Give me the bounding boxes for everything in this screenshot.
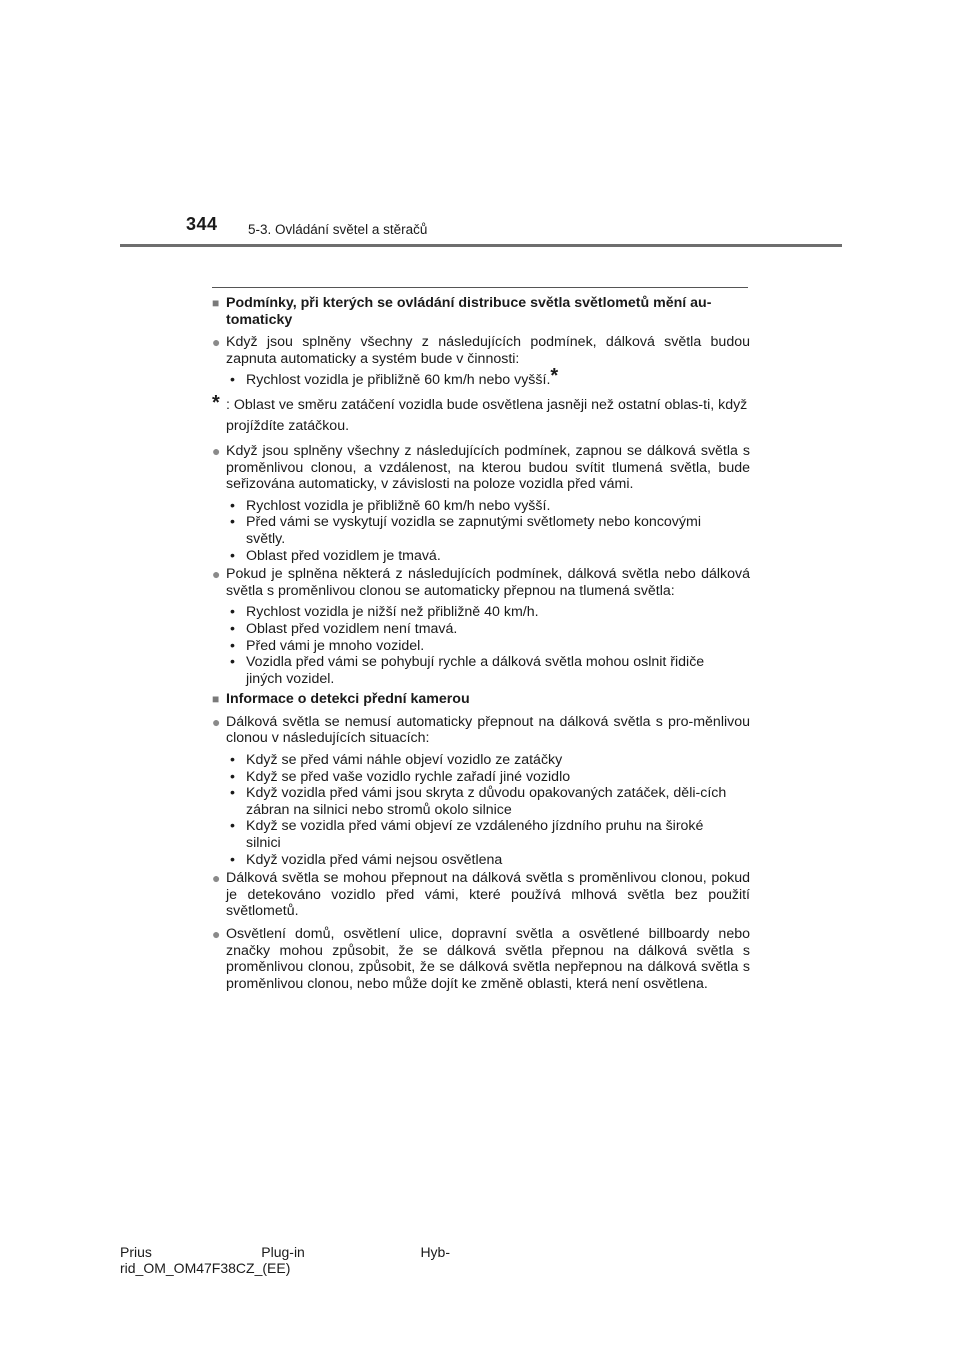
- circle-bullet-icon: ●: [212, 870, 221, 887]
- circle-bullet-icon: ●: [212, 442, 221, 459]
- list-item: [226, 548, 750, 565]
- list-item-text: Rychlost vozidla je přibližně 60 km/h nebo vyšší.: [246, 372, 551, 389]
- content-top-rule: [212, 287, 748, 288]
- bullet-list: [226, 365, 750, 389]
- bullet-dot-icon: •: [230, 637, 235, 654]
- circle-bullet-icon: ●: [212, 566, 221, 583]
- list-item: [226, 785, 750, 818]
- bullet-dot-icon: •: [230, 768, 235, 785]
- paragraph: [212, 870, 750, 920]
- list-item: [226, 514, 750, 547]
- page-number: 344: [186, 214, 218, 234]
- bullet-dot-icon: •: [230, 547, 235, 564]
- circle-bullet-icon: ●: [212, 926, 221, 942]
- list-item-text: Vozidla před vámi se pohybují rychle a dálková světla mohou oslnit řidiče jiných vozidel.: [246, 654, 705, 687]
- section-heading-text: Podmínky, při kterých se ovládání distribuce světla světlometů mění au-tomaticky: [226, 295, 712, 328]
- paragraph: [212, 566, 750, 599]
- paragraph-text: Když jsou splněny všechny z následujících podmínek, zapnou se dálková světla s proměnlivou clonou, a vzdálenost, na kterou budou svítit tlumená světla, bude seřizována automaticky, v závislosti na poloze vozidla před vámi.: [226, 442, 750, 493]
- section-heading: [212, 295, 750, 328]
- list-item-text: Když vozidla před vámi jsou skryta z důvodu opakovaných zatáček, děli-cích zábran na silnici nebo stromů okolo silnice: [246, 785, 727, 818]
- list-item: [226, 818, 750, 851]
- footer-variant: Plug-in: [261, 1244, 305, 1260]
- footer-type: Hyb-: [420, 1244, 450, 1260]
- paragraph: [212, 714, 750, 747]
- content: [212, 292, 750, 992]
- list-item-text: Před vámi je mnoho vozidel.: [246, 637, 425, 654]
- list-item: [226, 769, 750, 786]
- bullet-dot-icon: •: [230, 752, 235, 769]
- square-bullet-icon: ■: [212, 296, 220, 310]
- bullet-dot-icon: •: [230, 372, 235, 389]
- list-item-text: Rychlost vozidla je nižší než přibližně 40 km/h.: [246, 604, 539, 621]
- paragraph: [212, 443, 750, 493]
- section-title: 5-3. Ovládání světel a stěračů: [248, 222, 428, 237]
- list-item: [226, 638, 750, 655]
- asterisk-icon: *: [550, 365, 559, 388]
- square-bullet-icon: ■: [212, 692, 220, 707]
- section-heading: [212, 691, 750, 708]
- list-item: [226, 604, 750, 621]
- bullet-list: [226, 604, 750, 687]
- bullet-list: [226, 752, 750, 868]
- paragraph: [212, 926, 750, 992]
- bullet-dot-icon: •: [230, 620, 235, 637]
- list-item-text: Oblast před vozidlem je tmavá.: [246, 547, 441, 564]
- bullet-dot-icon: •: [230, 497, 235, 514]
- footer-model: Prius: [120, 1244, 152, 1260]
- paragraph-text: Když jsou splněny všechny z následujících podmínek, dálková světla budou zapnuta automaticky a systém bude v činnosti:: [226, 334, 750, 367]
- list-item-text: Když vozidla před vámi nejsou osvětlena: [246, 851, 503, 868]
- list-item-text: Když se vozidla před vámi objeví ze vzdáleného jízdního pruhu na široké silnici: [246, 818, 704, 852]
- list-item: [226, 852, 750, 869]
- list-item: [226, 654, 750, 687]
- list-item-text: Před vámi se vyskytují vozidla se zapnutými světlomety nebo koncovými světly.: [246, 514, 701, 547]
- paragraph-text: Pokud je splněna některá z následujících podmínek, dálková světla nebo dálková světla s proměnlivou clonou se automaticky přepnou na tlumená světla:: [226, 566, 750, 599]
- bullet-list: [226, 498, 750, 564]
- list-item: [226, 365, 750, 389]
- header-rule: [120, 244, 842, 247]
- footnote: [212, 391, 750, 437]
- paragraph-text: Dálková světla se nemusí automaticky přepnout na dálková světla s pro-měnlivou clonou v následujících situacích:: [226, 713, 750, 747]
- bullet-dot-icon: •: [230, 654, 235, 671]
- bullet-dot-icon: •: [230, 785, 235, 802]
- circle-bullet-icon: ●: [212, 713, 221, 730]
- list-item: [226, 498, 750, 515]
- bullet-dot-icon: •: [230, 818, 235, 835]
- list-item-text: Oblast před vozidlem není tmavá.: [246, 620, 458, 637]
- bullet-dot-icon: •: [230, 851, 235, 868]
- paragraph: [212, 334, 750, 367]
- bullet-dot-icon: •: [230, 604, 235, 621]
- list-item-text: Když se před vámi náhle objeví vozidlo ze zatáčky: [246, 752, 563, 769]
- list-item: [226, 752, 750, 769]
- bullet-dot-icon: •: [230, 514, 235, 531]
- footer: [120, 1244, 450, 1276]
- footer-code: rid_OM_OM47F38CZ_(EE): [120, 1260, 291, 1276]
- list-item-text: Rychlost vozidla je přibližně 60 km/h nebo vyšší.: [246, 497, 551, 514]
- paragraph-text: Dálková světla se mohou přepnout na dálková světla s proměnlivou clonou, pokud je detekováno vozidlo před vámi, které používá mlhová světla bez použití světlometů.: [226, 870, 750, 920]
- circle-bullet-icon: ●: [212, 334, 221, 351]
- paragraph-text: Osvětlení domů, osvětlení ulice, dopravní světla a osvětlené billboardy nebo značky mohou způsobit, že se dálková světla přepnou na dálková světla s proměnlivou clonou, způsobit, že se dálková světla nepřepnou na dálková světla s proměnlivou clonou, nebo může dojít ke změně oblasti, která není osvětlena.: [226, 926, 750, 992]
- footnote-text: : Oblast ve směru zatáčení vozidla bude osvětlena jasněji než ostatní oblas-ti, když projíždíte zatáčkou.: [226, 396, 748, 434]
- list-item: [226, 621, 750, 638]
- list-item-text: Když se před vaše vozidlo rychle zařadí jiné vozidlo: [246, 768, 571, 785]
- asterisk-icon: *: [212, 391, 220, 414]
- section-heading-text: Informace o detekci přední kamerou: [226, 691, 470, 708]
